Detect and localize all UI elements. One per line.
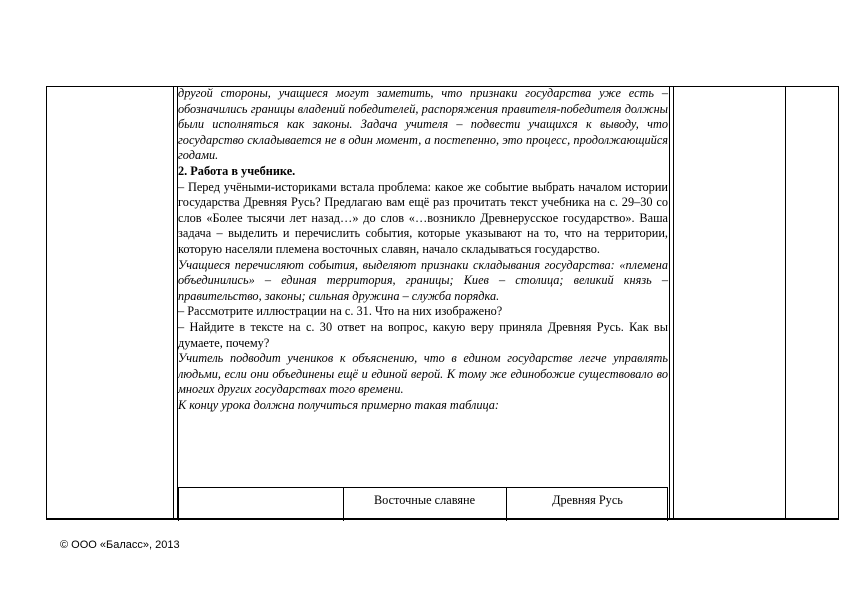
column-header: Восточные славяне <box>373 493 476 507</box>
comparison-table <box>178 487 668 521</box>
column-divider <box>785 87 786 518</box>
teacher-note-paragraph: другой стороны, учащиеся могут заметить, что признаки государства уже есть – обозначились границы владений победителей, распоряжения правителя-победителя должны были исполняться как законы. Задача учителя – подвести учащихся к выводу, что государство складывается не в один момент, а постепенно, это процесс, продолжающийся годами. <box>178 86 668 163</box>
students-activity-paragraph: Учащиеся перечисляют события, выделяют признаки складывания государства: «племена объединились» – единая территория, границы; Киев – столица; великий князь – правительство, законы; сильная дружина – служба порядка. <box>178 257 668 303</box>
column-divider <box>173 87 174 518</box>
column-divider <box>669 87 670 518</box>
teacher-speech-paragraph: – Перед учёными-историками встала проблема: какое же событие выбрать началом истории государства Древняя Русь? Предлагаю вам ещё раз прочитать текст учебника на с. 29–30 со слов «Более тысячи лет назад…» до слов «…возникло Древнерусское государство». Ваша задача – выделить и перечислить события, которые указывают на то, что на территории, которую населяли племена восточных славян, начало складываться государство. <box>178 179 668 256</box>
lesson-content-cell <box>178 86 668 413</box>
section-heading: 2. Работа в учебнике. <box>178 163 296 178</box>
teacher-question: – Найдите в тексте на с. 30 ответ на вопрос, какую веру приняла Древняя Русь. Как вы думаете, почему? <box>178 319 668 350</box>
teacher-question: – Рассмотрите иллюстрации на с. 31. Что на них изображено? <box>178 304 503 319</box>
column-divider <box>673 87 674 518</box>
copyright-footer: © ООО «Баласс», 2013 <box>60 539 180 551</box>
teacher-note-paragraph: Учитель подводит учеников к объяснению, что в едином государстве легче управлять людьми, если они объединены ещё и единой верой. К тому же единобожие существовало во многих других государствах того времени. <box>178 351 668 397</box>
table-intro-paragraph: К концу урока должна получиться примерно такая таблица: <box>178 397 500 412</box>
column-header: Древняя Русь <box>552 493 623 507</box>
